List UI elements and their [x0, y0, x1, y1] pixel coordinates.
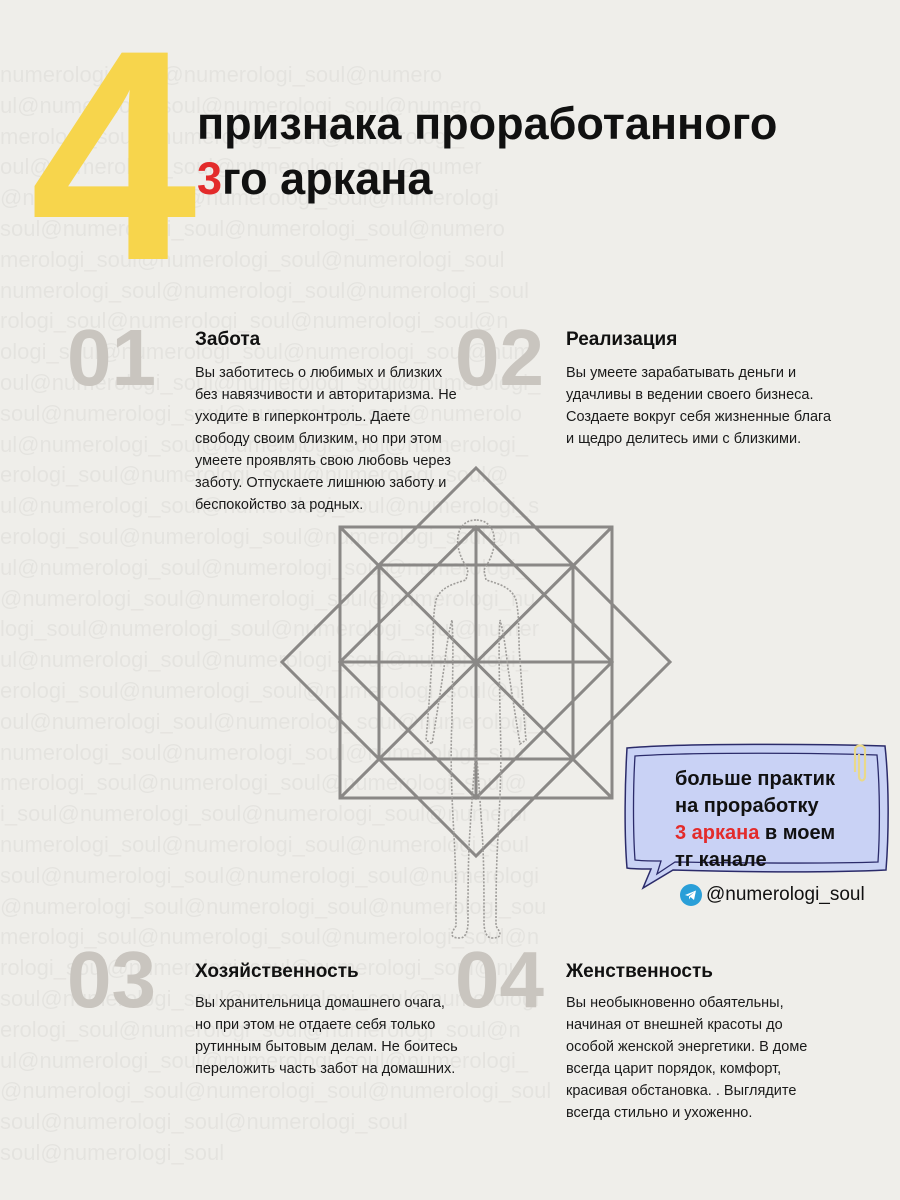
section-number-01: 01: [67, 313, 156, 402]
telegram-handle-link[interactable]: [680, 884, 865, 906]
title-line-2-rest: го аркана: [222, 153, 433, 204]
section-title-zhenstvennost: Женственность: [566, 961, 713, 982]
cta-speech-bubble: [623, 742, 891, 890]
title-accent-number: 3: [197, 153, 223, 204]
title-line-2: [197, 153, 432, 205]
telegram-handle-text: @numerologi_soul: [706, 884, 865, 905]
section-title-hozyaystvennost: Хозяйственность: [195, 961, 359, 982]
section-text-realizatsiya: Вы умеете зарабатывать деньги и удачливы в ведении своего бизнеса. Создаете вокруг себя жизненные блага и щедро делитесь ими с близкими.: [566, 365, 832, 447]
cta-line-1: больше практик: [675, 768, 835, 790]
cta-text: [675, 766, 885, 874]
big-number-four: 4: [30, 0, 197, 323]
cta-line-4: тг канале: [675, 849, 767, 871]
section-text-hozyaystvennost: Вы хранительница домашнего очага, но при этом не отдаете себя только рутинным бытовым делам. Не боитесь переложить часть забот на домашних.: [195, 995, 458, 1077]
section-number-04: 04: [455, 935, 544, 1024]
section-text-zabota: Вы заботитесь о любимых и близких без навязчивости и авторитаризма. Не уходите в гиперконтроль. Даете свободу своим близким, но при этом умеете проявлять свою любовь через заботу. Отпускаете лишнюю заботу и беспокойство за родных.: [195, 365, 457, 513]
section-number-02: 02: [455, 313, 544, 402]
cta-accent: 3 аркана: [675, 822, 760, 844]
cta-line-2: на проработку: [675, 795, 819, 817]
cta-line-3: [675, 820, 885, 847]
telegram-icon: [680, 884, 702, 906]
section-text-zhenstvennost: Вы необыкновенно обаятельны, начиная от внешней красоты до особой женской энергетики. В доме всегда царит порядок, комфорт, красивая обстановка. . Выглядите всегда стильно и ухоженно.: [566, 995, 808, 1121]
section-title-zabota: Забота: [195, 329, 261, 350]
title-line-1: признака проработанного: [197, 98, 778, 149]
section-title-realizatsiya: Реализация: [566, 329, 678, 350]
section-number-03: 03: [67, 935, 156, 1024]
cta-line-3-rest: в моем: [759, 822, 836, 844]
